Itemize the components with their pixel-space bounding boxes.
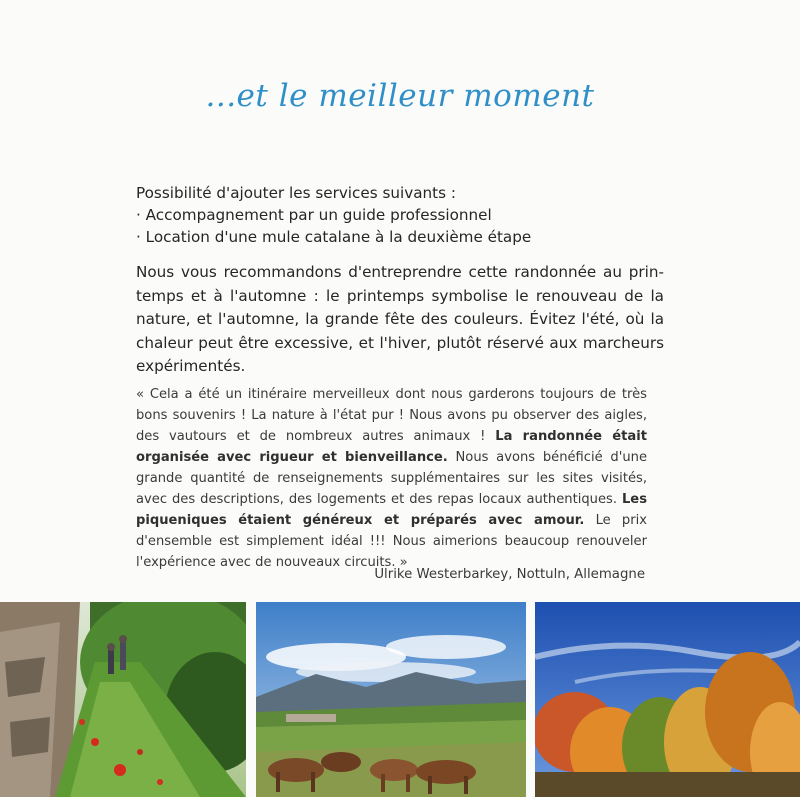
quote-bold-2: Les piqueniques étaient généreux et préparés avec amour. bbox=[136, 492, 647, 528]
services-block bbox=[136, 182, 666, 248]
testimonial-quote bbox=[136, 384, 647, 573]
horses-in-mountain-valley-image bbox=[256, 602, 526, 797]
testimonial-author: Ulrike Westerbarkey, Nottuln, Allemagne bbox=[374, 567, 645, 582]
quote-text-2: Nous avons bénéficié d'une grande quantité de renseignements supplémentaires sur les sites visités, avec des descriptions, des logements et des repas locaux authentiques. bbox=[136, 450, 647, 507]
hiking-trail-with-poppies-image bbox=[0, 602, 246, 797]
quote-text-3: Le prix d'ensemble est simplement idéal !!! Nous aimerions beaucoup renouveler l'expérience avec de nouveaux circuits. » bbox=[136, 513, 647, 570]
service-item-guide: · Accompagnement par un guide professionnel bbox=[136, 206, 492, 224]
autumn-trees-blue-sky-image bbox=[535, 602, 800, 797]
services-intro: Possibilité d'ajouter les services suivants : bbox=[136, 184, 456, 202]
recommendation-paragraph: Nous vous recommandons d'entreprendre cette randonnée au printemps et à l'automne : le printemps symbolise le renouveau de la nature, et l'automne, la grande fête des couleurs. Évitez l'été, où la chaleur peut être excessive, et l'hiver, plutôt réservé aux marcheurs expérimentés. bbox=[136, 263, 664, 375]
service-item-mule: · Location d'une mule catalane à la deuxième étape bbox=[136, 228, 532, 246]
quote-bold-1: La randonnée était organisée avec rigueur et bienveillance. bbox=[136, 429, 647, 465]
quote-text-1: « Cela a été un itinéraire merveilleux dont nous garderons toujours de très bons souvenirs ! La nature à l'état pur ! Nous avons pu observer des aigles, des vautours et de nombreux autres animaux ! bbox=[136, 387, 647, 444]
page-heading: ...et le meilleur moment bbox=[205, 78, 595, 114]
